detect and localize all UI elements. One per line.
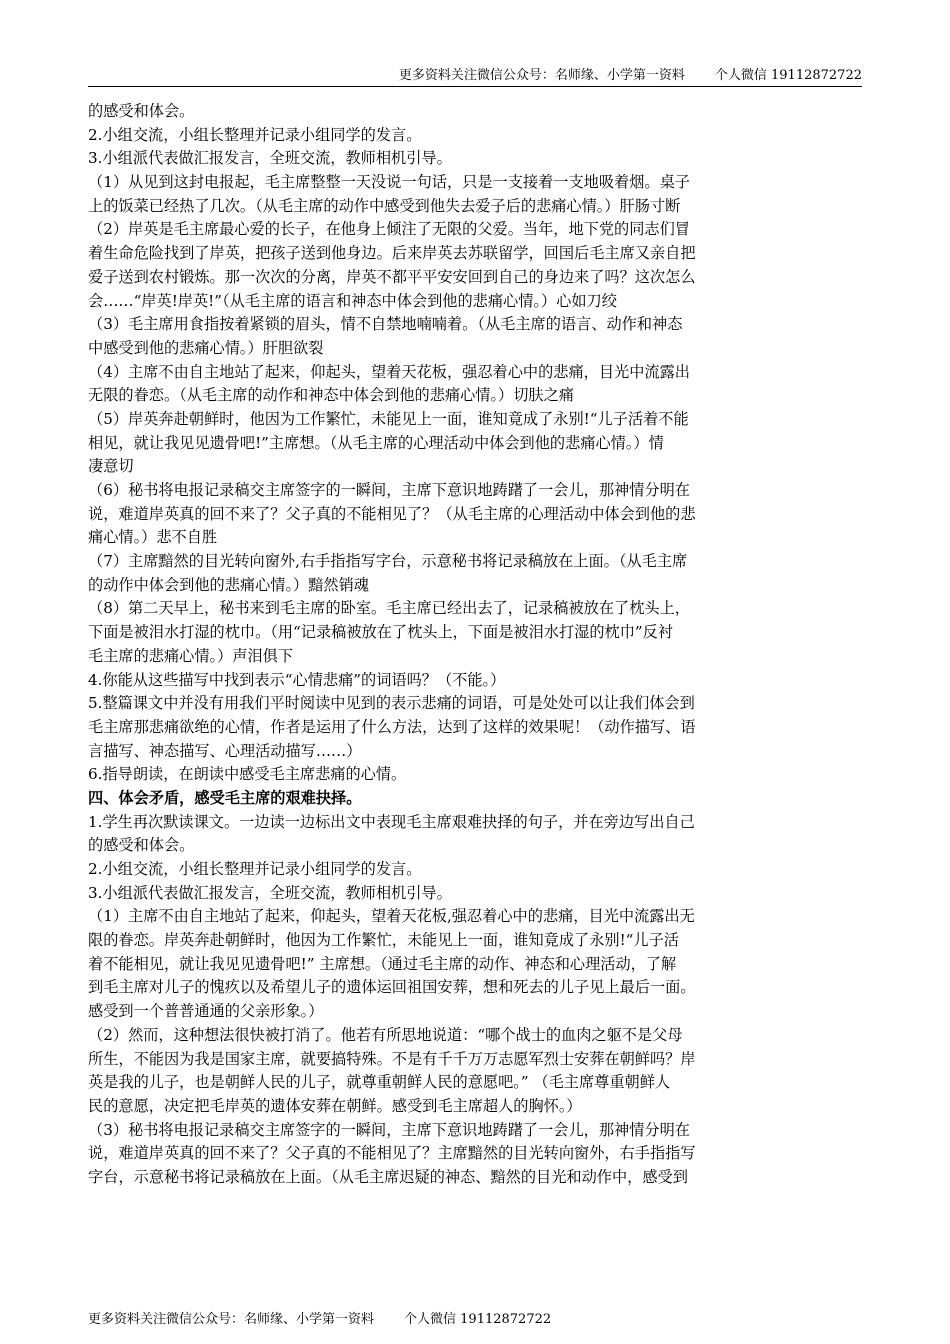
text-line: （6）秘书将电报记录稿交主席签字的一瞬间，主席下意识地踌躇了一会儿，那神情分明在: [88, 481, 690, 499]
text-line: （8）第二天早上，秘书来到毛主席的卧室。毛主席已经出去了，记录稿被放在了枕头上，: [88, 599, 690, 618]
text-line: 感受到一个普普通通的父亲形象。）: [88, 1002, 324, 1021]
text-line: 所生，不能因为我是国家主席，就要搞特殊。不是有千千万万志愿军烈士安葬在朝鲜吗？岸: [88, 1049, 696, 1068]
document-body: [88, 100, 862, 1190]
text-line: 毛主席的悲痛心情。）声泪俱下: [88, 646, 294, 665]
page-footer: [88, 1308, 551, 1327]
text-line: 说，难道岸英真的回不来了？父子真的不能相见了？（从毛主席的心理活动中体会到他的悲: [88, 504, 696, 523]
text-line: （4）主席不由自主地站了起来，仰起头，望着天花板，强忍着心中的悲痛，目光中流露出: [88, 362, 690, 381]
text-line: 说，难道岸英真的回不来了？父子真的不能相见了？主席黯然的目光转向窗外，右手指指写: [88, 1144, 696, 1163]
text-line: 民的意愿，决定把毛岸英的遗体安葬在朝鲜。感受到毛主席超人的胸怀。）: [88, 1096, 582, 1115]
text-line: 凄意切: [88, 457, 134, 476]
text-line: 相见，就让我见见遗骨吧!”主席想。（从毛主席的心理活动中体会到他的悲痛心情。）情: [88, 433, 664, 452]
header-source-note: 更多资料关注微信公众号：名师缘、小学第一资料: [398, 68, 685, 83]
text-line: 痛心情。）悲不自胜: [88, 528, 218, 547]
text-line: （1）从见到这封电报起，毛主席整整一天没说一句话，只是一支接着一支地吸着烟。桌子: [88, 173, 690, 192]
text-line: 1.学生再次默读课文。一边读一边标出文中表现毛主席艰难抉择的句子，并在旁边写出自己: [88, 812, 695, 831]
text-line: 着不能相见，就让我见见遗骨吧!” 主席想。（通过毛主席的动作、神态和心理活动，了解: [88, 954, 677, 973]
text-line: 到毛主席对儿子的愧疚以及希望儿子的遗体运回祖国安葬，想和死去的儿子见上最后一面。: [88, 978, 696, 997]
footer-source-note: 更多资料关注微信公众号：名师缘、小学第一资料: [88, 1312, 375, 1327]
text-line: 3.小组派代表做汇报发言，全班交流，教师相机引导。: [88, 883, 452, 902]
text-line: 限的眷恋。岸英奔赴朝鲜时，他因为工作繁忙，未能见上一面，谁知竟成了永别!“儿子活: [88, 931, 679, 950]
text-line: 爱子送到农村锻炼。那一次次的分离，岸英不都平平安安回到自己的身边来了吗？这次怎么: [88, 267, 696, 286]
page-header: [88, 64, 862, 87]
text-line: （2）岸英是毛主席最心爱的长子，在他身上倾注了无限的父爱。当年，地下党的同志们冒: [88, 220, 690, 239]
text-line: （3）秘书将电报记录稿交主席签字的一瞬间，主席下意识地踌躇了一会儿，那神情分明在: [88, 1120, 690, 1139]
footer-contact: 个人微信 19112872722: [404, 1312, 552, 1327]
text-line: 言描写、神态描写、心理活动描写……）: [88, 741, 362, 760]
text-line: 中感受到他的悲痛心情。）肝胆欲裂: [88, 338, 324, 357]
text-line: 的感受和体会。: [88, 102, 195, 120]
text-line: （5）岸英奔赴朝鲜时，他因为工作繁忙，未能见上一面，谁知竟成了永别!“儿子活着不能: [88, 409, 689, 428]
text-line: 下面是被泪水打湿的枕巾。（用“记录稿被放在了枕头上，下面是被泪水打湿的枕巾”反衬: [88, 623, 674, 642]
text-line: 会……“岸英!岸英!”（从毛主席的语言和神态中体会到他的悲痛心情。）心如刀绞: [88, 291, 617, 310]
text-line: 字台，示意秘书将记录稿放在上面。（从毛主席迟疑的神态、黯然的目光和动作中，感受到: [88, 1167, 688, 1186]
header-contact: 个人微信 19112872722: [714, 68, 862, 83]
text-line: 英是我的儿子，也是朝鲜人民的儿子，就尊重朝鲜人民的意愿吧。” （毛主席尊重朝鲜人: [88, 1073, 671, 1092]
text-line: （2）然而，这种想法很快被打消了。他若有所思地说道：“哪个战士的血肉之躯不是父母: [88, 1025, 683, 1044]
text-line: 2.小组交流，小组长整理并记录小组同学的发言。: [88, 125, 422, 144]
text-line: 2.小组交流，小组长整理并记录小组同学的发言。: [88, 860, 422, 878]
text-line: 毛主席那悲痛欲绝的心情，作者是运用了什么方法，达到了这样的效果呢！（动作描写、语: [88, 717, 696, 736]
text-line: 3.小组派代表做汇报发言，全班交流，教师相机引导。: [88, 149, 452, 168]
text-line: 的动作中体会到他的悲痛心情。）黯然销魂: [88, 575, 369, 594]
text-line: 的感受和体会。: [88, 836, 195, 855]
text-line: （1）主席不由自主地站了起来，仰起头，望着天花板,强忍着心中的悲痛，目光中流露出无: [88, 907, 695, 926]
text-line: 5.整篇课文中并没有用我们平时阅读中见到的表示悲痛的词语，可是处处可以让我们体会到: [88, 694, 695, 713]
text-line: 无限的眷恋。（从毛主席的动作和神态中体会到他的悲痛心情。）切肤之痛: [88, 386, 574, 405]
section-heading: 四、体会矛盾，感受毛主席的艰难抉择。: [88, 788, 362, 807]
text-line: 上的饭菜已经热了几次。（从毛主席的动作中感受到他失去爱子后的悲痛心情。）肝肠寸断: [88, 196, 681, 215]
text-line: （3）毛主席用食指按着紧锁的眉头，情不自禁地喃喃着。（从毛主席的语言、动作和神态: [88, 315, 683, 334]
text-line: 4.你能从这些描写中找到表示“心情悲痛”的词语吗？（不能。）: [88, 670, 506, 689]
text-line: （7）主席黯然的目光转向窗外,右手指指写字台，示意秘书将记录稿放在上面。（从毛主席: [88, 552, 688, 571]
text-line: 着生命危险找到了岸英，把孩子送到他身边。后来岸英去苏联留学，回国后毛主席又亲自把: [88, 244, 696, 263]
text-line: 6.指导朗读，在朗读中感受毛主席悲痛的心情。: [88, 765, 407, 784]
